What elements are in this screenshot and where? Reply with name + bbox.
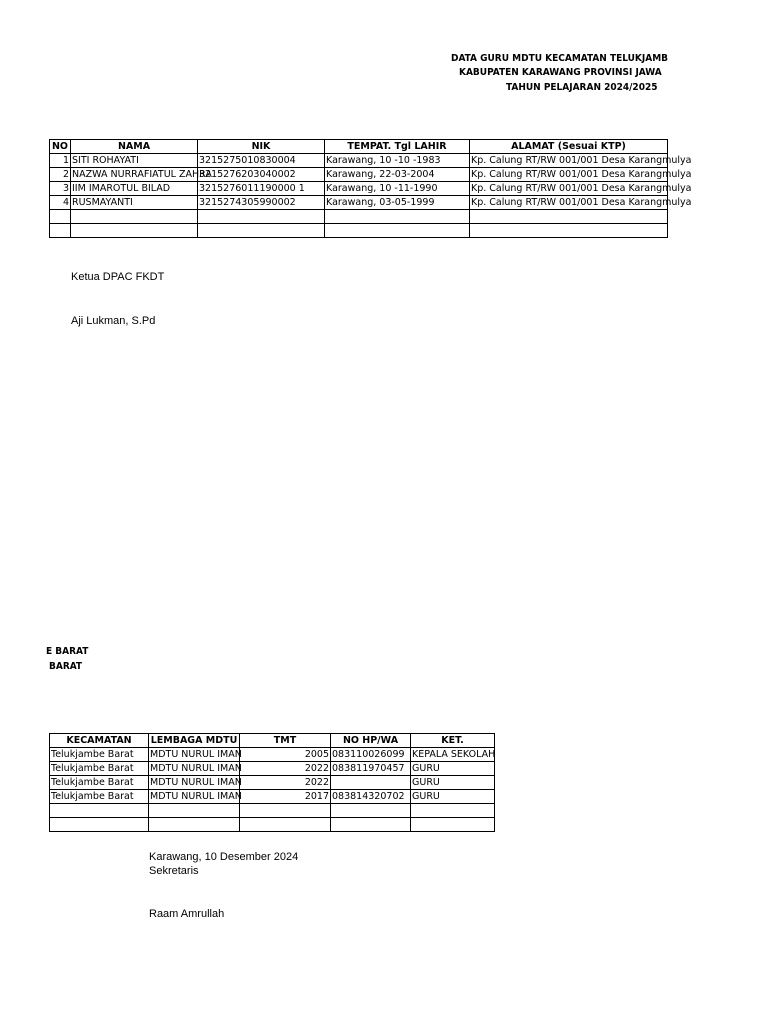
- table-row: [50, 762, 495, 776]
- cell-kecamatan: Telukjambe Barat: [50, 748, 149, 762]
- table-row: [50, 196, 668, 210]
- cell-hp: 083811970457: [331, 762, 411, 776]
- teacher-institution-table: [49, 733, 495, 832]
- table-row: [50, 748, 495, 762]
- cell-ket: GURU: [411, 790, 495, 804]
- cell-alamat: Kp. Calung RT/RW 001/001 Desa Karangmulya: [471, 155, 692, 166]
- cell-lembaga: MDTU NURUL IMAN: [150, 763, 242, 774]
- cell-ttl: Karawang, 10 -11-1990: [325, 182, 470, 196]
- cell-nik: 3215276203040002: [198, 168, 325, 182]
- cell-alamat: Kp. Calung RT/RW 001/001 Desa Karangmulya: [471, 183, 692, 194]
- table-row: [50, 790, 495, 804]
- cell-ttl: Karawang, 10 -10 -1983: [325, 154, 470, 168]
- page2-title-fragment-1: E BARAT: [46, 646, 89, 657]
- column-header-no: NO: [50, 140, 71, 154]
- cell-nama: RUSMAYANTI: [71, 196, 198, 210]
- column-header-ttl: TEMPAT. Tgl LAHIR: [325, 140, 470, 154]
- column-header-lembaga: LEMBAGA MDTU: [149, 734, 240, 748]
- cell-nik: 3215275010830004: [198, 154, 325, 168]
- empty-table-row: [50, 224, 668, 238]
- page1-title-line-1: DATA GURU MDTU KECAMATAN TELUKJAMB: [451, 53, 669, 64]
- cell-no: 1: [50, 154, 71, 168]
- table-row: [50, 168, 668, 182]
- teacher-identity-table: [49, 139, 692, 238]
- page2-title-clip: [46, 640, 249, 680]
- cell-no: 3: [50, 182, 71, 196]
- cell-tmt: 2022: [240, 776, 331, 790]
- page1-title-clip: [0, 0, 668, 100]
- cell-nik: 3215276011190000 1: [198, 182, 325, 196]
- cell-no: 2: [50, 168, 71, 182]
- cell-hp: 083110026099: [331, 748, 411, 762]
- cell-nama: IIM IMAROTUL BILAD: [71, 182, 198, 196]
- cell-alamat: Kp. Calung RT/RW 001/001 Desa Karangmulya: [471, 169, 692, 180]
- column-header-nama: NAMA: [71, 140, 198, 154]
- table-header-row: [50, 140, 668, 154]
- table-header-row: [50, 734, 495, 748]
- page1-title-line-3: TAHUN PELAJARAN 2024/2025: [506, 82, 658, 93]
- cell-ttl: Karawang, 22-03-2004: [325, 168, 470, 182]
- cell-nama: NAZWA NURRAFIATUL ZAHRA: [72, 169, 212, 180]
- cell-kecamatan: Telukjambe Barat: [50, 762, 149, 776]
- column-header-nik: NIK: [198, 140, 325, 154]
- cell-hp: [331, 776, 411, 790]
- cell-alamat: Kp. Calung RT/RW 001/001 Desa Karangmulya: [471, 197, 692, 208]
- cell-lembaga: MDTU NURUL IMAN: [150, 749, 242, 760]
- cell-tmt: 2022: [240, 762, 331, 776]
- table-row: [50, 182, 668, 196]
- cell-nik: 3215274305990002: [198, 196, 325, 210]
- cell-no: 4: [50, 196, 71, 210]
- cell-ket: KEPALA SEKOLAH: [412, 749, 496, 760]
- cell-lembaga: MDTU NURUL IMAN: [150, 777, 242, 788]
- cell-kecamatan: Telukjambe Barat: [50, 776, 149, 790]
- signature-name-sekretaris: Raam Amrullah: [149, 908, 225, 920]
- cell-ttl: Karawang, 03-05-1999: [325, 196, 470, 210]
- cell-tmt: 2017: [240, 790, 331, 804]
- cell-nama: SITI ROHAYATI: [71, 154, 198, 168]
- cell-tmt: 2005: [240, 748, 331, 762]
- table-row: [50, 776, 495, 790]
- cell-kecamatan: Telukjambe Barat: [50, 790, 149, 804]
- column-header-tmt: TMT: [240, 734, 331, 748]
- page1-title-line-2: KABUPATEN KARAWANG PROVINSI JAWA: [459, 67, 662, 78]
- column-header-hp: NO HP/WA: [331, 734, 411, 748]
- cell-ket: GURU: [411, 762, 495, 776]
- cell-ket: GURU: [411, 776, 495, 790]
- signature-name-ketua: Aji Lukman, S.Pd: [71, 315, 156, 327]
- column-header-alamat: ALAMAT (Sesuai KTP): [470, 140, 668, 154]
- empty-table-row: [50, 804, 495, 818]
- signature-role-ketua: Ketua DPAC FKDT: [71, 271, 165, 283]
- empty-table-row: [50, 818, 495, 832]
- cell-hp: 083814320702: [331, 790, 411, 804]
- place-date: Karawang, 10 Desember 2024: [149, 851, 299, 863]
- column-header-ket: KET.: [411, 734, 495, 748]
- empty-table-row: [50, 210, 668, 224]
- cell-lembaga: MDTU NURUL IMAN: [150, 791, 242, 802]
- table-row: [50, 154, 668, 168]
- column-header-kecamatan: KECAMATAN: [50, 734, 149, 748]
- signature-role-sekretaris: Sekretaris: [149, 865, 199, 877]
- page2-title-fragment-2: BARAT: [49, 661, 83, 672]
